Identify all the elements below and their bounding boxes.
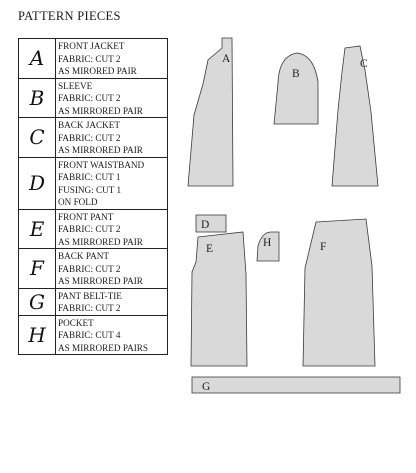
piece-e (191, 232, 247, 366)
legend-line: FABRIC: CUT 4 (58, 330, 121, 340)
legend-line: FABRIC: CUT 2 (58, 303, 121, 313)
piece-c-label: C (360, 58, 368, 70)
legend-line: FABRIC: CUT 2 (58, 132, 121, 143)
legend-line: FRONT PANT (58, 211, 114, 222)
legend-line: AS MIRRORED PAIRS (58, 342, 149, 353)
legend-line: AS MIRRORED PAIR (58, 145, 143, 155)
legend-letter: E (19, 209, 56, 249)
legend-line: AS MIRRORED PAIR (58, 236, 143, 247)
piece-a (188, 38, 233, 186)
piece-g-label: G (202, 381, 211, 393)
piece-h (257, 232, 279, 261)
legend-line: AS MIRORED PAIR (58, 66, 137, 76)
legend-line: FABRIC: CUT 2 (58, 53, 121, 64)
legend-line: BACK PANT (58, 251, 109, 261)
legend-line: FUSING: CUT 1 (58, 184, 122, 195)
legend-line: SLEEVE (58, 80, 93, 91)
legend-line: FABRIC: CUT 2 (58, 263, 121, 274)
piece-c (332, 46, 378, 186)
legend-line: FABRIC: CUT 2 (58, 224, 121, 234)
legend-line: BACK JACKET (58, 120, 121, 130)
legend-line: FABRIC: CUT 2 (58, 93, 121, 103)
legend-letter: F (19, 249, 56, 289)
legend-letter: G (19, 288, 56, 315)
legend-line: ON FOLD (58, 197, 98, 207)
piece-d-label: D (201, 219, 210, 231)
legend-line: AS MIRRORED PAIR (58, 276, 143, 286)
piece-b (274, 53, 318, 124)
legend-line: FRONT WAISTBAND (58, 159, 145, 170)
piece-g (192, 377, 400, 393)
legend-letter: D (19, 157, 56, 209)
legend-letter: A (19, 39, 56, 79)
legend-letter: B (19, 78, 56, 118)
legend-letter: H (19, 315, 56, 355)
piece-a-label: A (222, 53, 231, 65)
piece-d (196, 215, 226, 232)
page-title: PATTERN PIECES (18, 9, 121, 23)
piece-b-label: B (292, 68, 300, 80)
piece-e-label: E (206, 243, 214, 255)
piece-f (303, 219, 375, 366)
legend-line: AS MIRRORED PAIR (58, 105, 143, 116)
legend-line: FABRIC: CUT 1 (58, 172, 121, 182)
legend-letter: C (19, 118, 56, 158)
legend-line: PANT BELT-TIE (58, 290, 122, 301)
piece-f-label: F (320, 241, 327, 253)
piece-h-label: H (263, 237, 272, 249)
legend-line: FRONT JACKET (58, 41, 125, 51)
legend-line: POCKET (58, 317, 94, 328)
